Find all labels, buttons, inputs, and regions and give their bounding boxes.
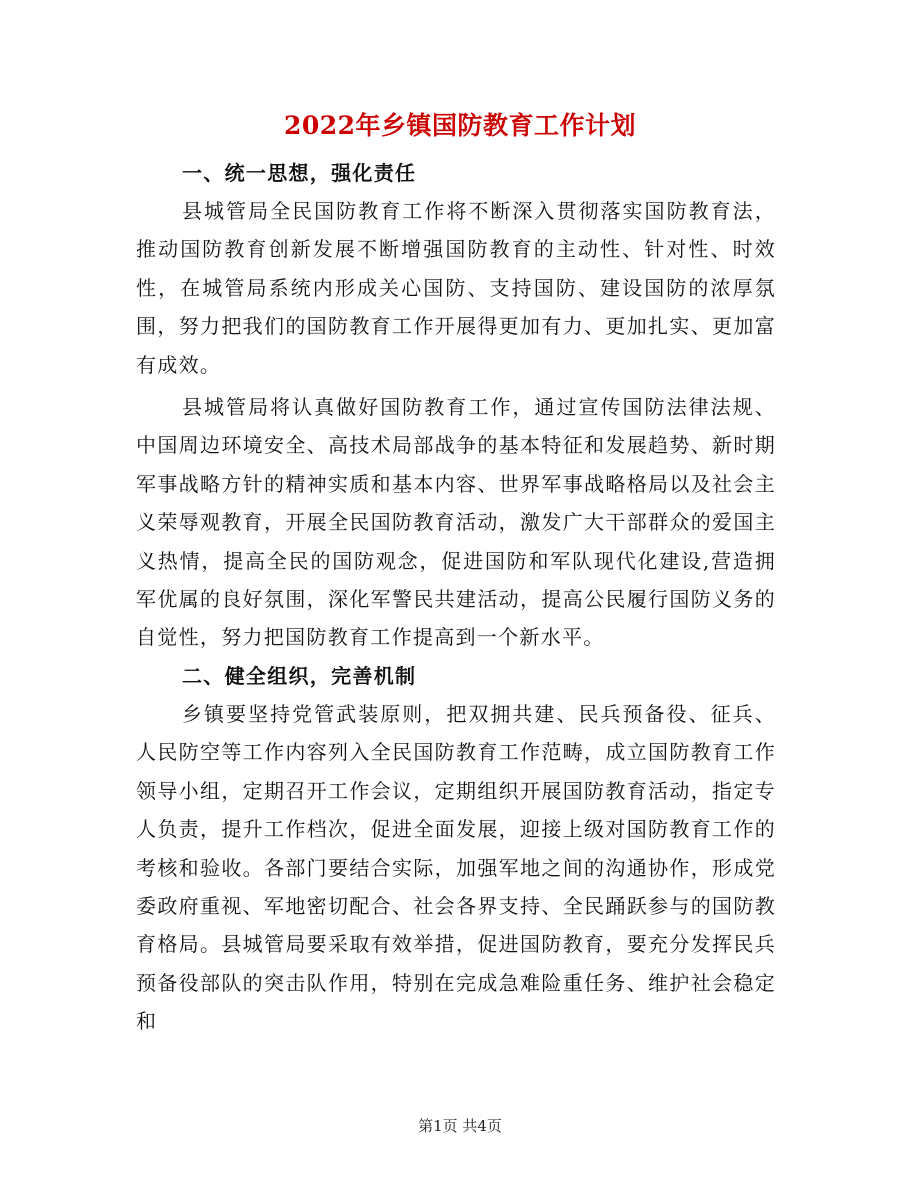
document-body bbox=[136, 154, 776, 1041]
page-number-footer: 第1页 共4页 bbox=[418, 1117, 502, 1135]
paragraph: 乡镇要坚持党管武装原则，把双拥共建、民兵预备役、征兵、人民防空等工作内容列入全民国防教育工作范畴，成立国防教育工作领导小组，定期召开工作会议，定期组织开展国防教育活动，指定专人负责，提升工作档次，促进全面发展，迎接上级对国防教育工作的考核和验收。各部门要结合实际，加强军地之间的沟通协作，形成党委政府重视、军地密切配合、社会各界支持、全民踊跃参与的国防教育格局。县城管局要采取有效举措，促进国防教育，要充分发挥民兵预备役部队的突击队作用，特别在完成急难险重任务、维护社会稳定和 bbox=[136, 701, 776, 1034]
paragraph: 县城管局全民国防教育工作将不断深入贯彻落实国防教育法，推动国防教育创新发展不断增强国防教育的主动性、针对性、时效性，在城管局系统内形成关心国防、支持国防、建设国防的浓厚氛围，努力把我们的国防教育工作开展得更加有力、更加扎实、更加富有成效。 bbox=[136, 199, 776, 377]
paragraph: 县城管局将认真做好国防教育工作，通过宣传国防法律法规、中国周边环境安全、高技术局部战争的基本特征和发展趋势、新时期军事战略方针的精神实质和基本内容、世界军事战略格局以及社会主义荣辱观教育，开展全民国防教育活动，激发广大干部群众的爱国主义热情，提高全民的国防观念，促进国防和军队现代化建设,营造拥军优属的良好氛围，深化军警民共建活动，提高公民履行国防义务的自觉性，努力把国防教育工作提高到一个新水平。 bbox=[136, 395, 776, 650]
section-heading-1: 一、统一思想，强化责任 bbox=[182, 161, 417, 185]
document-title: 2022年乡镇国防教育工作计划 bbox=[283, 111, 637, 140]
section-heading-2: 二、健全组织，完善机制 bbox=[182, 663, 417, 688]
